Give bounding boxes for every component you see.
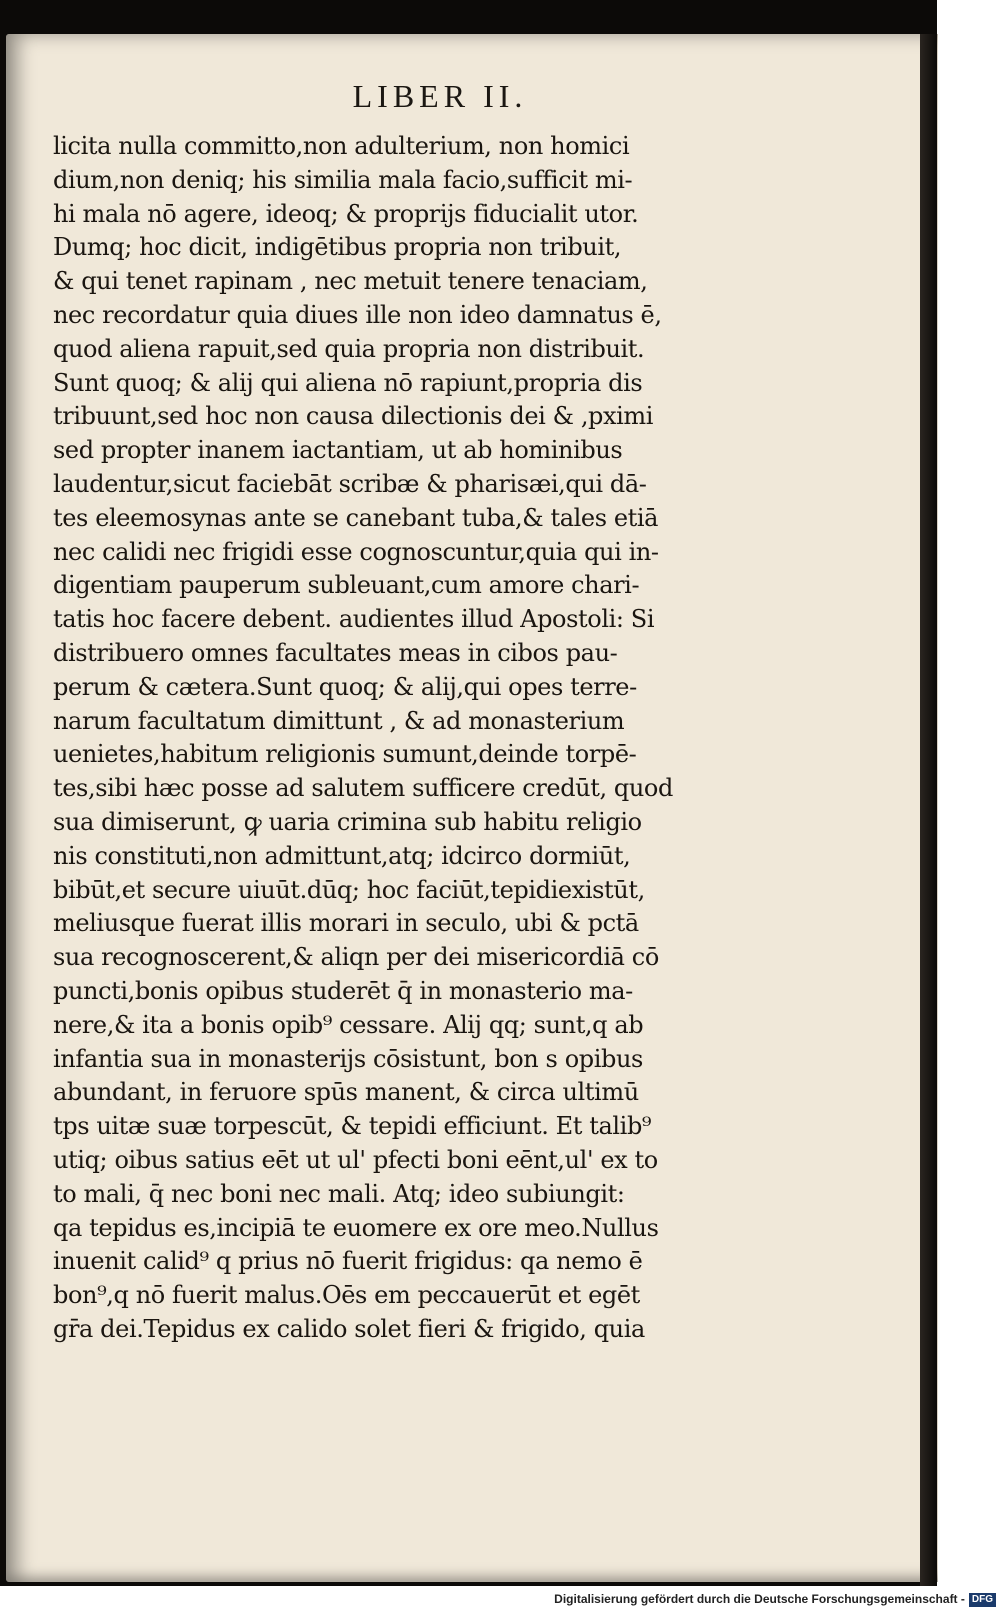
text-line: tes eleemosynas ante se canebant tuba,& tales etiā: [53, 503, 659, 532]
text-line: abundant, in feruore spūs manent, & circa ultimū: [53, 1078, 639, 1107]
dfg-logo: DFG: [969, 1593, 996, 1607]
text-line: laudentur,sicut faciebāt scribæ & pharisæi,qui dā-: [53, 469, 647, 498]
text-line: sed propter inanem iactantiam, ut ab hominibus: [53, 436, 623, 465]
text-line: tatis hoc facere debent. audientes illud Apostoli: Si: [53, 605, 655, 634]
text-line: licita nulla committo,non adulterium, non homici: [53, 132, 630, 160]
text-line: Dumq; hoc dicit, indigētibus propria non tribuit,: [53, 233, 622, 262]
text-line: tes,sibi hæc posse ad salutem sufficere credūt, quod: [53, 774, 673, 803]
text-line: bon⁹,q nō fuerit malus.Oēs em peccauerūt et egēt: [53, 1281, 640, 1310]
footer-credit: [0, 1590, 996, 1608]
text-line: Sunt quoq; & alij qui aliena nō rapiunt,propria dis: [53, 368, 643, 397]
text-line: bibūt,et secure uiuūt.dūq; hoc faciūt,tepidiexistūt,: [53, 875, 645, 904]
page-edge: [920, 34, 937, 1586]
text-line: perum & cætera.Sunt quoq; & alij,qui opes terre-: [53, 672, 637, 701]
footer-credit-text: Digitalisierung gefördert durch die Deutsche Forschungsgemeinschaft -: [554, 1592, 965, 1606]
text-line: nere,& ita a bonis opib⁹ cessare. Alij qq; sunt,q ab: [53, 1010, 644, 1039]
text-line: tps uitæ suæ torpescūt, & tepidi efficiunt. Et talib⁹: [53, 1112, 652, 1141]
text-line: puncti,bonis opibus studerēt q̄ in monasterio ma-: [53, 976, 633, 1005]
text-line: meliusque fuerat illis morari in seculo, ubi & pctā: [53, 909, 639, 938]
text-line: dium,non deniq; his similia mala facio,sufficit mi-: [53, 165, 633, 194]
text-line: nec calidi nec frigidi esse cognoscuntur,quia qui in-: [53, 537, 659, 566]
text-line: tribuunt,sed hoc non causa dilectionis dei & ,pximi: [53, 402, 654, 431]
text-line: gr̄a dei.Tepidus ex calido solet fieri & frigido, quia: [53, 1314, 645, 1343]
text-line: to mali, q̄ nec boni nec mali. Atq; ideo subiungit:: [53, 1179, 625, 1208]
text-line: infantia sua in monasterijs cōsistunt, bon s opibus: [53, 1044, 643, 1073]
body-text: [53, 130, 763, 1347]
text-line: digentiam pauperum subleuant,cum amore chari-: [53, 571, 640, 600]
text-line: distribuero omnes facultates meas in cibos pau-: [53, 638, 618, 667]
text-line: narum facultatum dimittunt , & ad monasterium: [53, 706, 625, 735]
text-line: uenietes,habitum religionis sumunt,deinde torpē-: [53, 740, 637, 769]
text-line: utiq; oibus satius eēt ut ul' pfecti boni eēnt,ul' ex to: [53, 1145, 658, 1174]
text-line: sua recognoscerent,& aliqn per dei misericordiā cō: [53, 943, 659, 972]
text-line: & qui tenet rapinam , nec metuit tenere tenaciam,: [53, 267, 648, 296]
text-line: nec recordatur quia diues ille non ideo damnatus ē,: [53, 300, 662, 329]
text-line: quod aliena rapuit,sed quia propria non distribuit.: [53, 334, 645, 363]
text-line: qa tepidus es,incipiā te euomere ex ore meo.Nullus: [53, 1213, 659, 1242]
text-line: nis constituti,non admittunt,atq; idcirco dormiūt,: [53, 841, 631, 870]
text-line: hi mala nō agere, ideoq; & proprijs fiducialit utor.: [53, 199, 639, 228]
text-line: sua dimiserunt, ꝙ uaria crimina sub habitu religio: [53, 807, 642, 836]
text-line: inuenit calid⁹ q prius nō fuerit frigidus: qa nemo ē: [53, 1247, 643, 1276]
running-head: LIBER II.: [352, 78, 528, 114]
